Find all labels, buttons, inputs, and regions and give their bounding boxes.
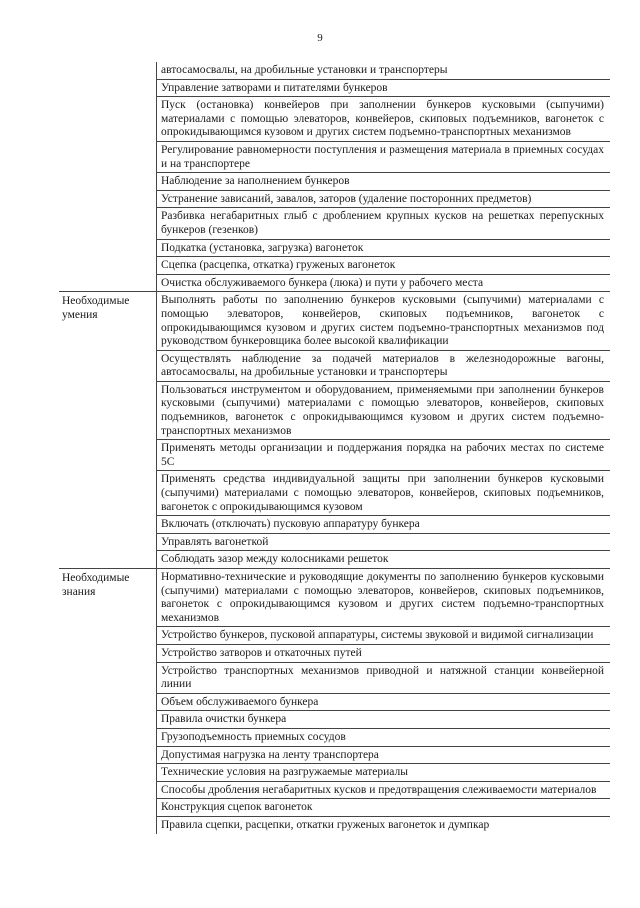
section-required-knowledge: [59, 568, 610, 834]
table-row: Технические условия на разгружаемые материалы: [157, 763, 610, 781]
table-row: Правила сцепки, расцепки, откатки груженых вагонеток и думпкар: [157, 816, 610, 834]
table-row: Подкатка (установка, загрузка) вагонеток: [157, 239, 610, 257]
table-row: Допустимая нагрузка на ленту транспортера: [157, 746, 610, 764]
page-number: 9: [317, 32, 323, 44]
section-labor-actions: [59, 62, 610, 291]
table-row: Грузоподъемность приемных сосудов: [157, 728, 610, 746]
table-row: автосамосвалы, на дробильные установки и транспортеры: [161, 64, 448, 76]
table-row: Устройство транспортных механизмов приводной и натяжной станции конвейерной линии: [157, 662, 610, 693]
section-label: [59, 62, 157, 291]
table-row: Применять методы организации и поддержания порядка на рабочих местах по системе 5С: [157, 439, 610, 470]
table-row: Нормативно-технические и руководящие документы по заполнению бункеров кусковыми (сыпучими) материалами с помощью элеваторов, конвейеров, скиповых подъемников, вагонеток с опрокидывающимся кузовом и других систем подъемно-транспортных механизмов: [161, 571, 604, 624]
table-row: Пользоваться инструментом и оборудованием, применяемыми при заполнении бункеров кусковыми (сыпучими) материалами с помощью элеваторов, конвейеров, скиповых подъемников, вагонеток с опрокидывающимся кузовом и других систем подъемно-транспортных механизмов: [157, 381, 610, 439]
section-label-knowledge: Необходимые знания: [59, 569, 157, 834]
section-rows: [157, 62, 610, 291]
table-row: Выполнять работы по заполнению бункеров кусковыми (сыпучими) материалами с помощью элеваторов, конвейеров, скиповых подъемников, вагонеток с опрокидывающимся кузовом и других систем подъемно-транспортных механизмов под руководством бункеровщика более высокой квалификации: [161, 294, 604, 348]
table-row: Сцепка (расцепка, откатка) груженых вагонеток: [157, 256, 610, 274]
table-row: Включать (отключать) пусковую аппаратуру бункера: [157, 515, 610, 533]
table-row: Способы дробления негабаритных кусков и предотвращения слеживаемости материалов: [157, 781, 610, 799]
table-row: Регулирование равномерности поступления и размещения материала в приемных сосудах и на транспортере: [157, 141, 610, 172]
table-row: Устранение зависаний, завалов, заторов (удаление посторонних предметов): [157, 190, 610, 208]
section-label-skills: Необходимые умения: [59, 292, 157, 568]
table-row: Соблюдать зазор между колосниками решеток: [157, 550, 610, 568]
section-rows: [157, 569, 610, 834]
table-row: Пуск (остановка) конвейеров при заполнении бункеров кусковыми (сыпучими) материалами с помощью элеваторов, конвейеров, скиповых подъемников, вагонеток с опрокидывающимся кузовом и других систем подъемно-транспортных механизмов: [157, 96, 610, 141]
table-row: Правила очистки бункера: [157, 710, 610, 728]
table-row: Устройство затворов и откаточных путей: [157, 644, 610, 662]
table-row: Устройство бункеров, пусковой аппаратуры, системы звуковой и видимой сигнализации: [157, 626, 610, 644]
section-required-skills: [59, 291, 610, 568]
table-row: Конструкция сцепок вагонеток: [157, 798, 610, 816]
table-row: Разбивка негабаритных глыб с дроблением крупных кусков на решетках перепускных бункеров (гезенков): [157, 207, 610, 238]
table-row: Наблюдение за наполнением бункеров: [157, 172, 610, 190]
table-row: Управлять вагонеткой: [157, 533, 610, 551]
table-row: Применять средства индивидуальной защиты при заполнении бункеров кусковыми (сыпучими) материалами с помощью элеваторов, конвейеров, скиповых подъемников, вагонеток с опрокидывающимся кузовом: [157, 470, 610, 515]
table-row: Очистка обслуживаемого бункера (люка) и пути у рабочего места: [157, 274, 610, 292]
requirements-table: [59, 62, 610, 834]
table-row: Осуществлять наблюдение за подачей материалов в железнодорожные вагоны, автосамосвалы, на дробильные установки и транспортеры: [157, 350, 610, 381]
section-rows: [157, 292, 610, 568]
table-row: Объем обслуживаемого бункера: [157, 693, 610, 711]
table-row: Управление затворами и питателями бункеров: [157, 79, 610, 97]
